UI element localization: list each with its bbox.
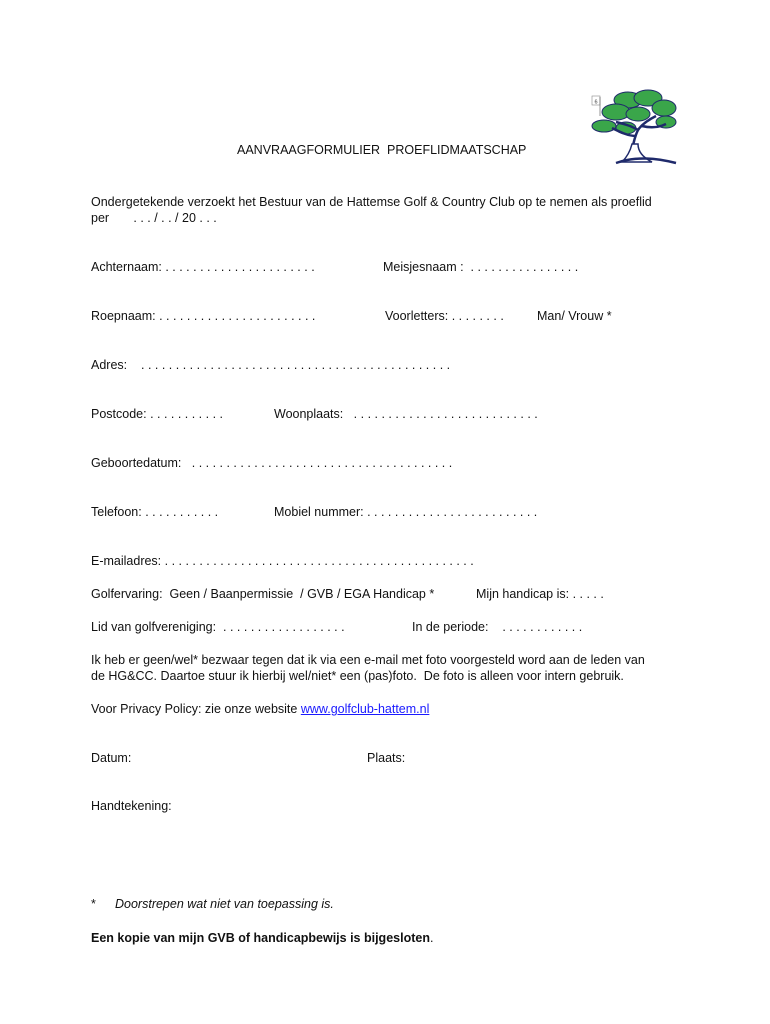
intro-line-1: Ondergetekende verzoekt het Bestuur van de Hattemse Golf & Country Club op te nemen als proeflid: [91, 195, 652, 209]
email-field[interactable]: E-mailadres: . . . . . . . . . . . . . . . . . . . . . . . . . . . . . . . . . . . . . . . . . . . . .: [91, 554, 474, 568]
achternaam-field[interactable]: Achternaam: . . . . . . . . . . . . . . . . . . . . . .: [91, 260, 315, 274]
handtekening-label[interactable]: Handtekening:: [91, 799, 172, 813]
lid-van-golfvereniging-field[interactable]: Lid van golfvereniging: . . . . . . . . . . . . . . . . . .: [91, 620, 345, 634]
periode-field[interactable]: In de periode: . . . . . . . . . . . .: [412, 620, 583, 634]
footnote-asterisk: *: [91, 897, 96, 911]
flag-number: 6: [594, 99, 598, 106]
privacy-line: [91, 701, 429, 717]
postcode-field[interactable]: Postcode: . . . . . . . . . . .: [91, 407, 223, 421]
website-link[interactable]: www.golfclub-hattem.nl: [300, 702, 430, 716]
privacy-text: Voor Privacy Policy: zie onze website: [91, 702, 301, 716]
telefoon-field[interactable]: Telefoon: . . . . . . . . . . .: [91, 505, 219, 519]
voorletters-field[interactable]: Voorletters: . . . . . . . .: [385, 309, 504, 323]
bezwaar-line-1: Ik heb er geen/wel* bezwaar tegen dat ik via een e-mail met foto voorgesteld word aan de leden van: [91, 653, 645, 667]
mijn-handicap-field[interactable]: Mijn handicap is: . . . . .: [476, 587, 604, 601]
kopie-line: [91, 930, 433, 946]
form-title: AANVRAAGFORMULIER PROEFLIDMAATSCHAP: [237, 143, 527, 157]
kopie-text: Een kopie van mijn GVB of handicapbewijs is bijgesloten: [91, 931, 430, 945]
golfervaring-choice[interactable]: Golfervaring: Geen / Baanpermissie / GVB / EGA Handicap *: [91, 587, 435, 601]
roepnaam-field[interactable]: Roepnaam: . . . . . . . . . . . . . . . . . . . . . . .: [91, 309, 316, 323]
man-vrouw-choice[interactable]: Man/ Vrouw *: [537, 309, 612, 323]
mobiel-nummer-field[interactable]: Mobiel nummer: . . . . . . . . . . . . . . . . . . . . . . . . .: [274, 505, 538, 519]
adres-field[interactable]: Adres: . . . . . . . . . . . . . . . . . . . . . . . . . . . . . . . . . . . . . . . . . . . . .: [91, 358, 451, 372]
plaats-label[interactable]: Plaats:: [367, 751, 406, 765]
footnote-text: Doorstrepen wat niet van toepassing is.: [115, 897, 334, 911]
geboortedatum-field[interactable]: Geboortedatum: . . . . . . . . . . . . . . . . . . . . . . . . . . . . . . . . . . . . . .: [91, 456, 453, 470]
kopie-period: .: [429, 931, 434, 945]
intro-line-2: per . . . / . . / 20 . . .: [91, 211, 217, 225]
woonplaats-field[interactable]: Woonplaats: . . . . . . . . . . . . . . . . . . . . . . . . . . .: [274, 407, 538, 421]
bezwaar-line-2: de HG&CC. Daartoe stuur ik hierbij wel/niet* een (pas)foto. De foto is alleen voor intern gebruik.: [91, 669, 624, 683]
datum-label[interactable]: Datum:: [91, 751, 132, 765]
meisjesnaam-field[interactable]: Meisjesnaam : . . . . . . . . . . . . . . . .: [383, 260, 579, 274]
golf-club-tree-logo: [586, 86, 678, 166]
